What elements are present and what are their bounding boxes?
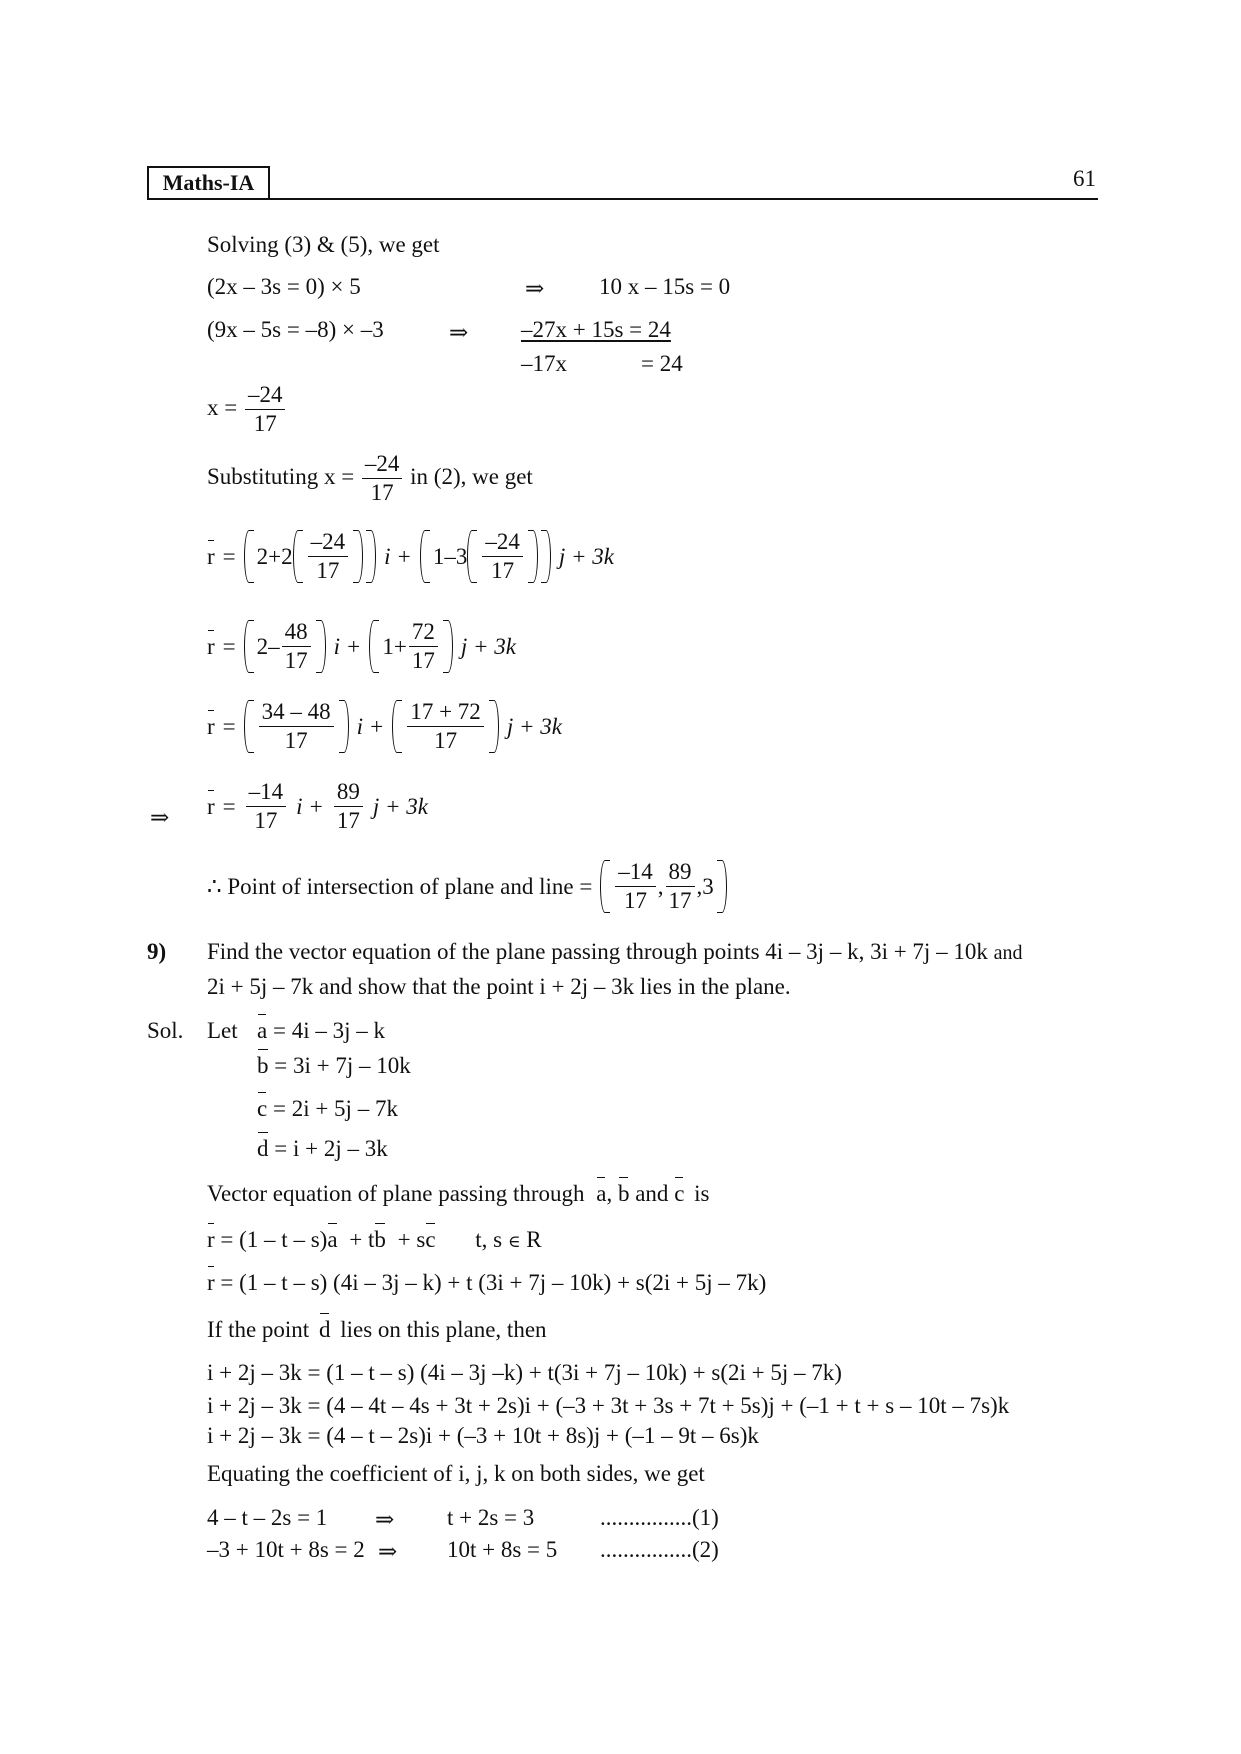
implies-symbol: ⇒ (525, 276, 545, 301)
plane-eq-2: r = (1 – t – s) (4i – 3j – k) + t (3i + 7j – 10k) + s(2i + 5j – 7k) (207, 1270, 767, 1295)
sum-left: –17x (521, 351, 567, 376)
implies-symbol: ⇒ (378, 1539, 398, 1564)
subst-fraction: $\frac{-24}{17}$ (362, 452, 403, 505)
question-line-2: 2i + 5j – 7k and show that the point i + 2j – 3k lies in the plane. (207, 974, 791, 999)
sol-label: Sol. (147, 1018, 184, 1043)
let-label: Let (207, 1018, 238, 1043)
header-box (147, 166, 270, 200)
implies-symbol: ⇒ (150, 805, 170, 830)
def-a: a = 4i – 3j – k (257, 1018, 385, 1043)
def-b: b = 3i + 7j – 10k (257, 1053, 411, 1078)
if-point-line: If the point d lies on this plane, then (207, 1317, 547, 1342)
implies-symbol: ⇒ (375, 1507, 395, 1532)
def-c: c = 2i + 5j – 7k (257, 1096, 398, 1121)
r-equation-3: r = 34 – 48 17 i + 17 + 72 17 j + 3k (207, 699, 562, 753)
eq1-left: (2x – 3s = 0) × 5 (207, 274, 361, 299)
plane-eq-1: r = (1 – t – s)a + tb + sc t, s ∈ R (207, 1227, 542, 1252)
question-line-1: Find the vector equation of the plane passing through points 4i – 3j – k, 3i + 7j – 10k and (207, 939, 1023, 964)
coef-eq-1-left: 4 – t – 2s = 1 (207, 1505, 328, 1530)
expansion-2: i + 2j – 3k = (4 – 4t – 4s + 3t + 2s)i + (–3 + 3t + 3s + 7t + 5s)j + (–1 + t + s – 10t – 7s)k (207, 1393, 1010, 1418)
eq2-right: –27x + 15s = 24 (521, 317, 671, 342)
x-label: x = (207, 394, 238, 420)
sum-right: = 24 (641, 351, 683, 376)
eq2-left: (9x – 5s = –8) × –3 (207, 317, 384, 342)
vector-eq-text: Vector equation of plane passing through a, b and c is (207, 1181, 710, 1206)
implies-symbol: ⇒ (449, 320, 469, 345)
coef-eq-2-right: 10t + 8s = 5 (447, 1537, 558, 1562)
header-rule (270, 198, 1098, 200)
solving-text: Solving (3) & (5), we get (207, 232, 440, 257)
x-fraction: $\frac{-24}{17}$ (245, 383, 286, 436)
r-equation-4: r = $\frac{-14}{17}$ i + $\frac{89}{17}$ j + 3k (207, 779, 428, 833)
question-number: 9) (147, 939, 167, 964)
r-equation-2: r = 2– 48 17 i + 1+ $\frac{72}{17}$ j + 3k (207, 619, 516, 673)
coef-eq-1-ref: ................(1) (600, 1505, 719, 1530)
r-equation-1: r = 2+2 –24 17 i + 1–3 –24 17 j + 3k (207, 529, 614, 583)
coef-eq-1-right: t + 2s = 3 (447, 1505, 535, 1530)
equating-text: Equating the coefficient of i, j, k on both sides, we get (207, 1461, 705, 1486)
page-number: 61 (1073, 166, 1096, 191)
substitute-line: Substituting x = $\frac{-24}{17}$ in (2), we get (207, 451, 533, 505)
eq1-right: 10 x – 15s = 0 (599, 274, 731, 299)
expansion-1: i + 2j – 3k = (1 – t – s) (4i – 3j –k) + t(3i + 7j – 10k) + s(2i + 5j – 7k) (207, 1360, 842, 1385)
x-value (207, 383, 287, 436)
header-box-label: Maths-IA (162, 170, 255, 195)
intersection-line: ∴ Point of intersection of plane and line = –14 17 , 89 17 ,3 (207, 860, 727, 913)
def-d: d = i + 2j – 3k (257, 1136, 388, 1161)
coef-eq-2-ref: ................(2) (600, 1537, 719, 1562)
coef-eq-2-left: –3 + 10t + 8s = 2 (207, 1537, 365, 1562)
expansion-3: i + 2j – 3k = (4 – t – 2s)i + (–3 + 10t + 8s)j + (–1 – 9t – 6s)k (207, 1423, 759, 1448)
